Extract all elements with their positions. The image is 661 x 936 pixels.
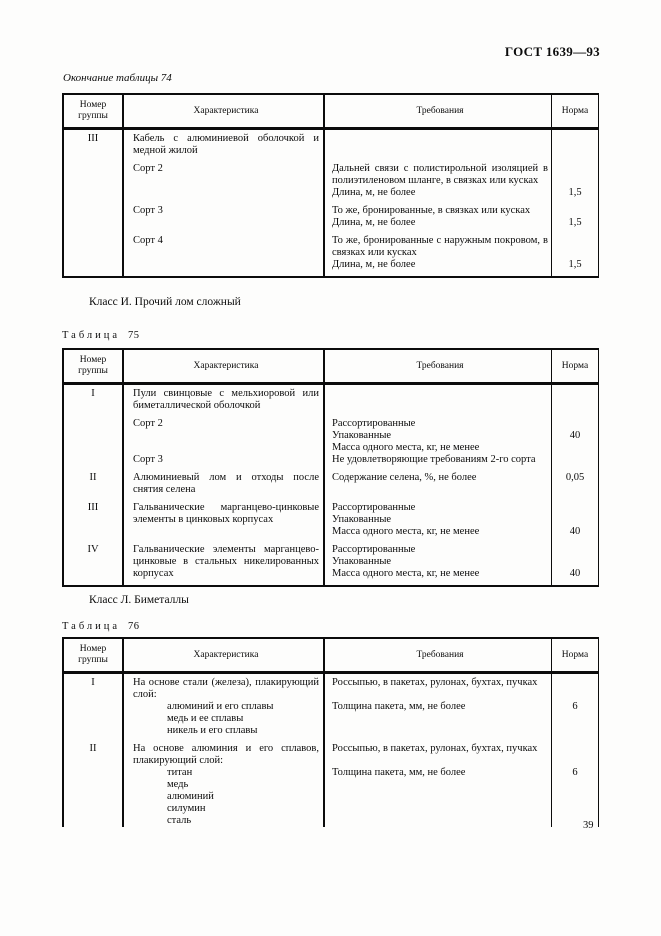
norm-cell [552,418,598,454]
characteristic-text: На основе стали (железа), плакирующий слой: [133,677,319,700]
norm-value: 6 [572,701,578,712]
table-74-header [64,95,598,130]
doc-number: ГОСТ 1639—93 [504,44,600,59]
group-cell [64,235,124,271]
requirement-text: Длина, м, не более [332,217,416,228]
column-header-group: Номер группы [64,639,124,671]
requirements-cell [325,418,552,454]
requirement-text: Масса одного места, кг, не менее [332,526,480,537]
group-cell [64,163,124,199]
group-cell [64,502,124,538]
group-cell [64,677,124,737]
group-cell [64,544,124,580]
characteristic-text: Гальванические марганцево-цинковые элементы в цинковых корпусах [133,502,319,525]
column-header-norm: Норма [561,360,589,371]
requirements-cell [325,502,552,538]
requirements-cell [325,235,552,271]
spacer-cell [64,580,124,585]
requirement-text: Упакованные [332,556,392,567]
table-76 [62,637,599,827]
norm-cell [552,133,598,157]
requirement-text [332,689,548,701]
characteristic-text: Гальванические элементы марганцево-цинковые в стальных никелированных корпусах [133,544,319,579]
group-cell [64,418,124,454]
group-cell [64,205,124,229]
requirements-cell [325,454,552,466]
page-number: 39 [583,820,594,831]
characteristic-text: Сорт 3 [133,205,163,216]
norm-value: 1,5 [568,259,582,270]
norm-cell [552,205,598,229]
requirement-text: То же, бронированные с наружным покровом, в связках или кусках [332,235,548,258]
table-76-header [64,639,598,674]
requirement-text: Рассортированные [332,544,416,555]
requirements-cell [325,743,552,827]
characteristic-cell [124,454,325,466]
spacer-cell [325,271,552,276]
characteristic-cell [124,388,325,412]
column-header-requirements: Требования [325,350,552,382]
spacer-cell [64,271,124,276]
column-header-characteristic: Характеристика [124,95,325,127]
norm-cell [552,544,598,580]
requirements-cell [325,677,552,737]
characteristic-cell [124,163,325,199]
requirement-text: Упакованные [332,430,392,441]
norm-value: 0,05 [565,472,585,483]
requirement-text: Длина, м, не более [332,187,416,198]
norm-value: 1,5 [568,217,582,228]
column-header-requirements: Требования [325,95,552,127]
norm-value: 40 [569,568,581,579]
group-cell [64,454,124,466]
group-number: I [91,388,95,399]
column-header-requirements: Требования [325,639,552,671]
group-number: III [87,133,99,144]
requirement-text: Масса одного места, кг, не менее [332,442,480,453]
table-75-label-word: Таблица [62,330,121,341]
requirement-text: Россыпью, в пакетах, рулонах, бухтах, пучках [332,677,538,688]
norm-value: 1,5 [568,187,582,198]
characteristic-cell [124,743,325,827]
characteristic-text: Сорт 2 [133,163,163,174]
requirement-text: Россыпью, в пакетах, рулонах, бухтах, пучках [332,743,538,754]
norm-cell [552,743,598,827]
requirements-cell [325,163,552,199]
spacer-cell [124,271,325,276]
group-number: II [89,472,97,483]
table-75-header [64,350,598,385]
characteristic-cell [124,205,325,229]
characteristic-item: медь [167,779,189,790]
characteristic-text: Кабель с алюминиевой оболочкой и медной жилой [133,133,319,156]
group-number: I [91,677,95,688]
column-header-group: Номер группы [64,350,124,382]
characteristic-item: сталь [167,815,192,826]
table-74 [62,93,599,278]
requirement-text: Не удовлетворяющие требованиям 2-го сорта [332,454,536,465]
column-header-norm: Норма [561,105,589,116]
requirements-cell [325,388,552,412]
characteristic-cell [124,502,325,538]
requirement-text: То же, бронированные, в связках или кусках [332,205,531,216]
table-76-body [64,674,598,827]
norm-value: 6 [572,767,578,778]
spacer-cell [325,580,552,585]
characteristic-item: медь и ее сплавы [167,713,244,724]
norm-cell [552,502,598,538]
requirement-text [332,755,548,767]
requirements-cell [325,544,552,580]
norm-cell [552,235,598,271]
spacer-cell [124,580,325,585]
group-cell [64,472,124,496]
characteristic-item: никель и его сплавы [167,725,258,736]
characteristic-item: алюминий и его сплавы [167,701,274,712]
column-header-norm: Норма [561,649,589,660]
requirement-text: Содержание селена, %, не более [332,472,477,483]
characteristic-text: Алюминиевый лом и отходы после снятия селена [133,472,319,495]
spacer-cell [552,271,598,276]
characteristic-text: Сорт 4 [133,235,163,246]
table-76-label-number: 76 [128,621,140,632]
requirements-cell [325,472,552,496]
column-header-characteristic: Характеристика [124,350,325,382]
spacer-cell [552,580,598,585]
table-75-body [64,385,598,585]
characteristic-cell [124,133,325,157]
table-75-label [62,330,140,341]
characteristic-cell [124,235,325,271]
requirement-text: Дальней связи с полистирольной изоляцией в полиэтиленовом шланге, в связках или кусках [332,163,548,186]
norm-cell [552,163,598,199]
column-header-characteristic: Характеристика [124,639,325,671]
characteristic-item: силумин [167,803,206,814]
requirements-cell [325,205,552,229]
table-76-label [62,621,140,632]
characteristic-cell [124,418,325,454]
group-number: IV [87,544,99,555]
characteristic-cell [124,472,325,496]
norm-cell [552,388,598,412]
group-cell [64,133,124,157]
requirements-cell [325,133,552,157]
characteristic-text: Сорт 3 [133,454,163,465]
requirement-text: Толщина пакета, мм, не более [332,767,466,778]
characteristic-cell [124,544,325,580]
characteristic-text: Сорт 2 [133,418,163,429]
table-74-continuation-caption: Окончание таблицы 74 [63,72,172,84]
characteristic-item: алюминий [167,791,214,802]
requirement-text: Рассортированные [332,418,416,429]
table-75-label-number: 75 [128,330,140,341]
characteristic-cell [124,677,325,737]
requirement-text: Масса одного места, кг, не менее [332,568,480,579]
class-l-heading: Класс Л. Биметаллы [89,594,189,606]
norm-cell [552,472,598,496]
group-cell [64,743,124,827]
requirement-text: Длина, м, не более [332,259,416,270]
norm-cell [552,454,598,466]
requirement-text: Толщина пакета, мм, не более [332,701,466,712]
table-74-body [64,130,598,276]
requirement-text: Рассортированные [332,502,416,513]
group-cell [64,388,124,412]
characteristic-text: На основе алюминия и его сплавов, плакирующий слой: [133,743,319,766]
table-75 [62,348,599,587]
requirement-text: Упакованные [332,514,392,525]
group-number: II [89,743,97,754]
table-76-label-word: Таблица [62,621,121,632]
norm-cell [552,677,598,737]
characteristic-text: Пули свинцовые с мельхиоровой или биметаллической оболочкой [133,388,319,411]
characteristic-item: титан [167,767,193,778]
group-number: III [87,502,99,513]
norm-value: 40 [569,430,581,441]
class-i-heading: Класс И. Прочий лом сложный [89,296,241,308]
column-header-group: Номер группы [64,95,124,127]
norm-value: 40 [569,526,581,537]
